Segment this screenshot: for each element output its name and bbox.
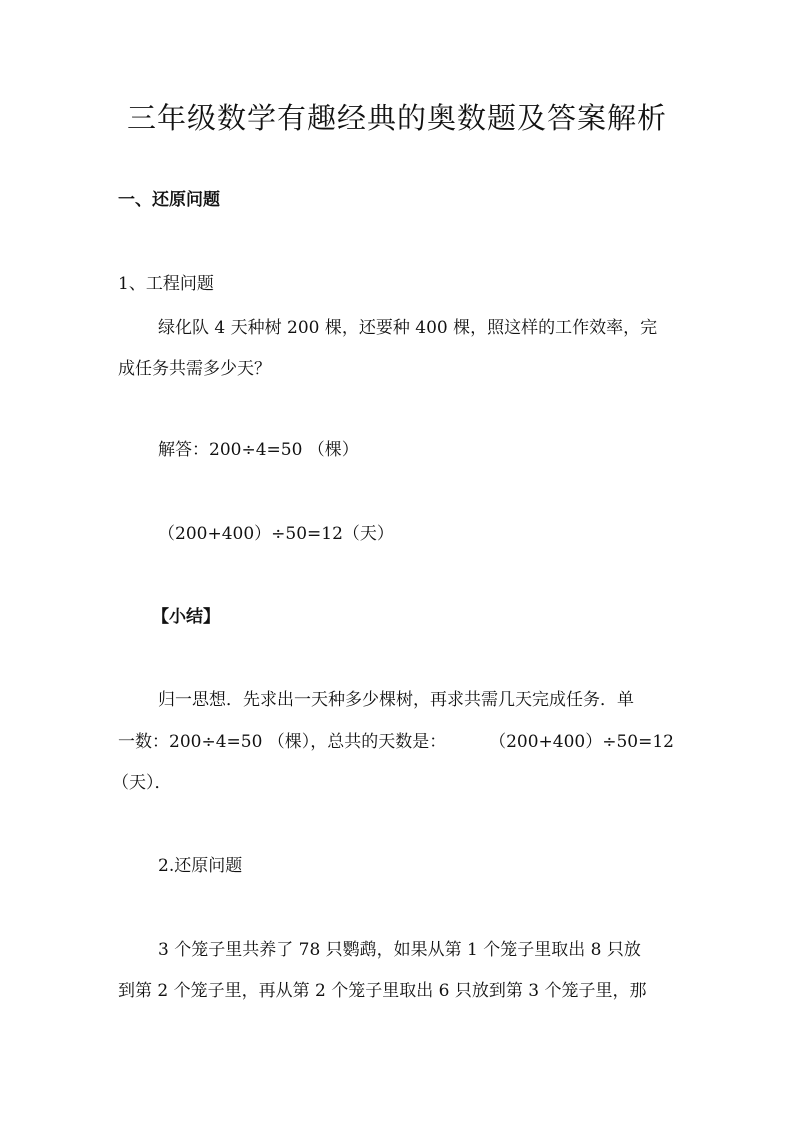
document-title: 三年级数学有趣经典的奥数题及答案解析 [126,101,667,135]
problem1-heading: 1、工程问题 [118,274,214,294]
problem1-question-line2: 成任务共需多少天？ [118,359,271,379]
section-heading: 一、还原问题 [118,190,220,210]
summary-line2-part1: 一数：200÷4=50 （棵），总共的天数是： [118,732,447,752]
problem1-answer-line1: 解答：200÷4=50 （棵） [158,440,359,460]
problem2-heading: 2.还原问题 [158,856,243,876]
summary-line2-part2: （200+400）÷50=12 [489,732,674,752]
summary-line1: 归一思想．先求出一天种多少棵树，再求共需几天完成任务．单 [158,690,634,710]
summary-heading: 【小结】 [152,607,220,627]
summary-line2 [118,730,674,754]
problem1-answer-line2: （200+400）÷50=12（天） [158,524,394,544]
problem2-question-line2: 到第 2 个笼子里，再从第 2 个笼子里取出 6 只放到第 3 个笼子里，那 [118,981,647,1001]
problem1-question-line1: 绿化队 4 天种树 200 棵，还要种 400 棵，照这样的工作效率，完 [158,318,658,338]
summary-line3: （天）． [112,773,172,793]
problem2-question-line1: 3 个笼子里共养了 78 只鹦鹉，如果从第 1 个笼子里取出 8 只放 [158,940,641,960]
